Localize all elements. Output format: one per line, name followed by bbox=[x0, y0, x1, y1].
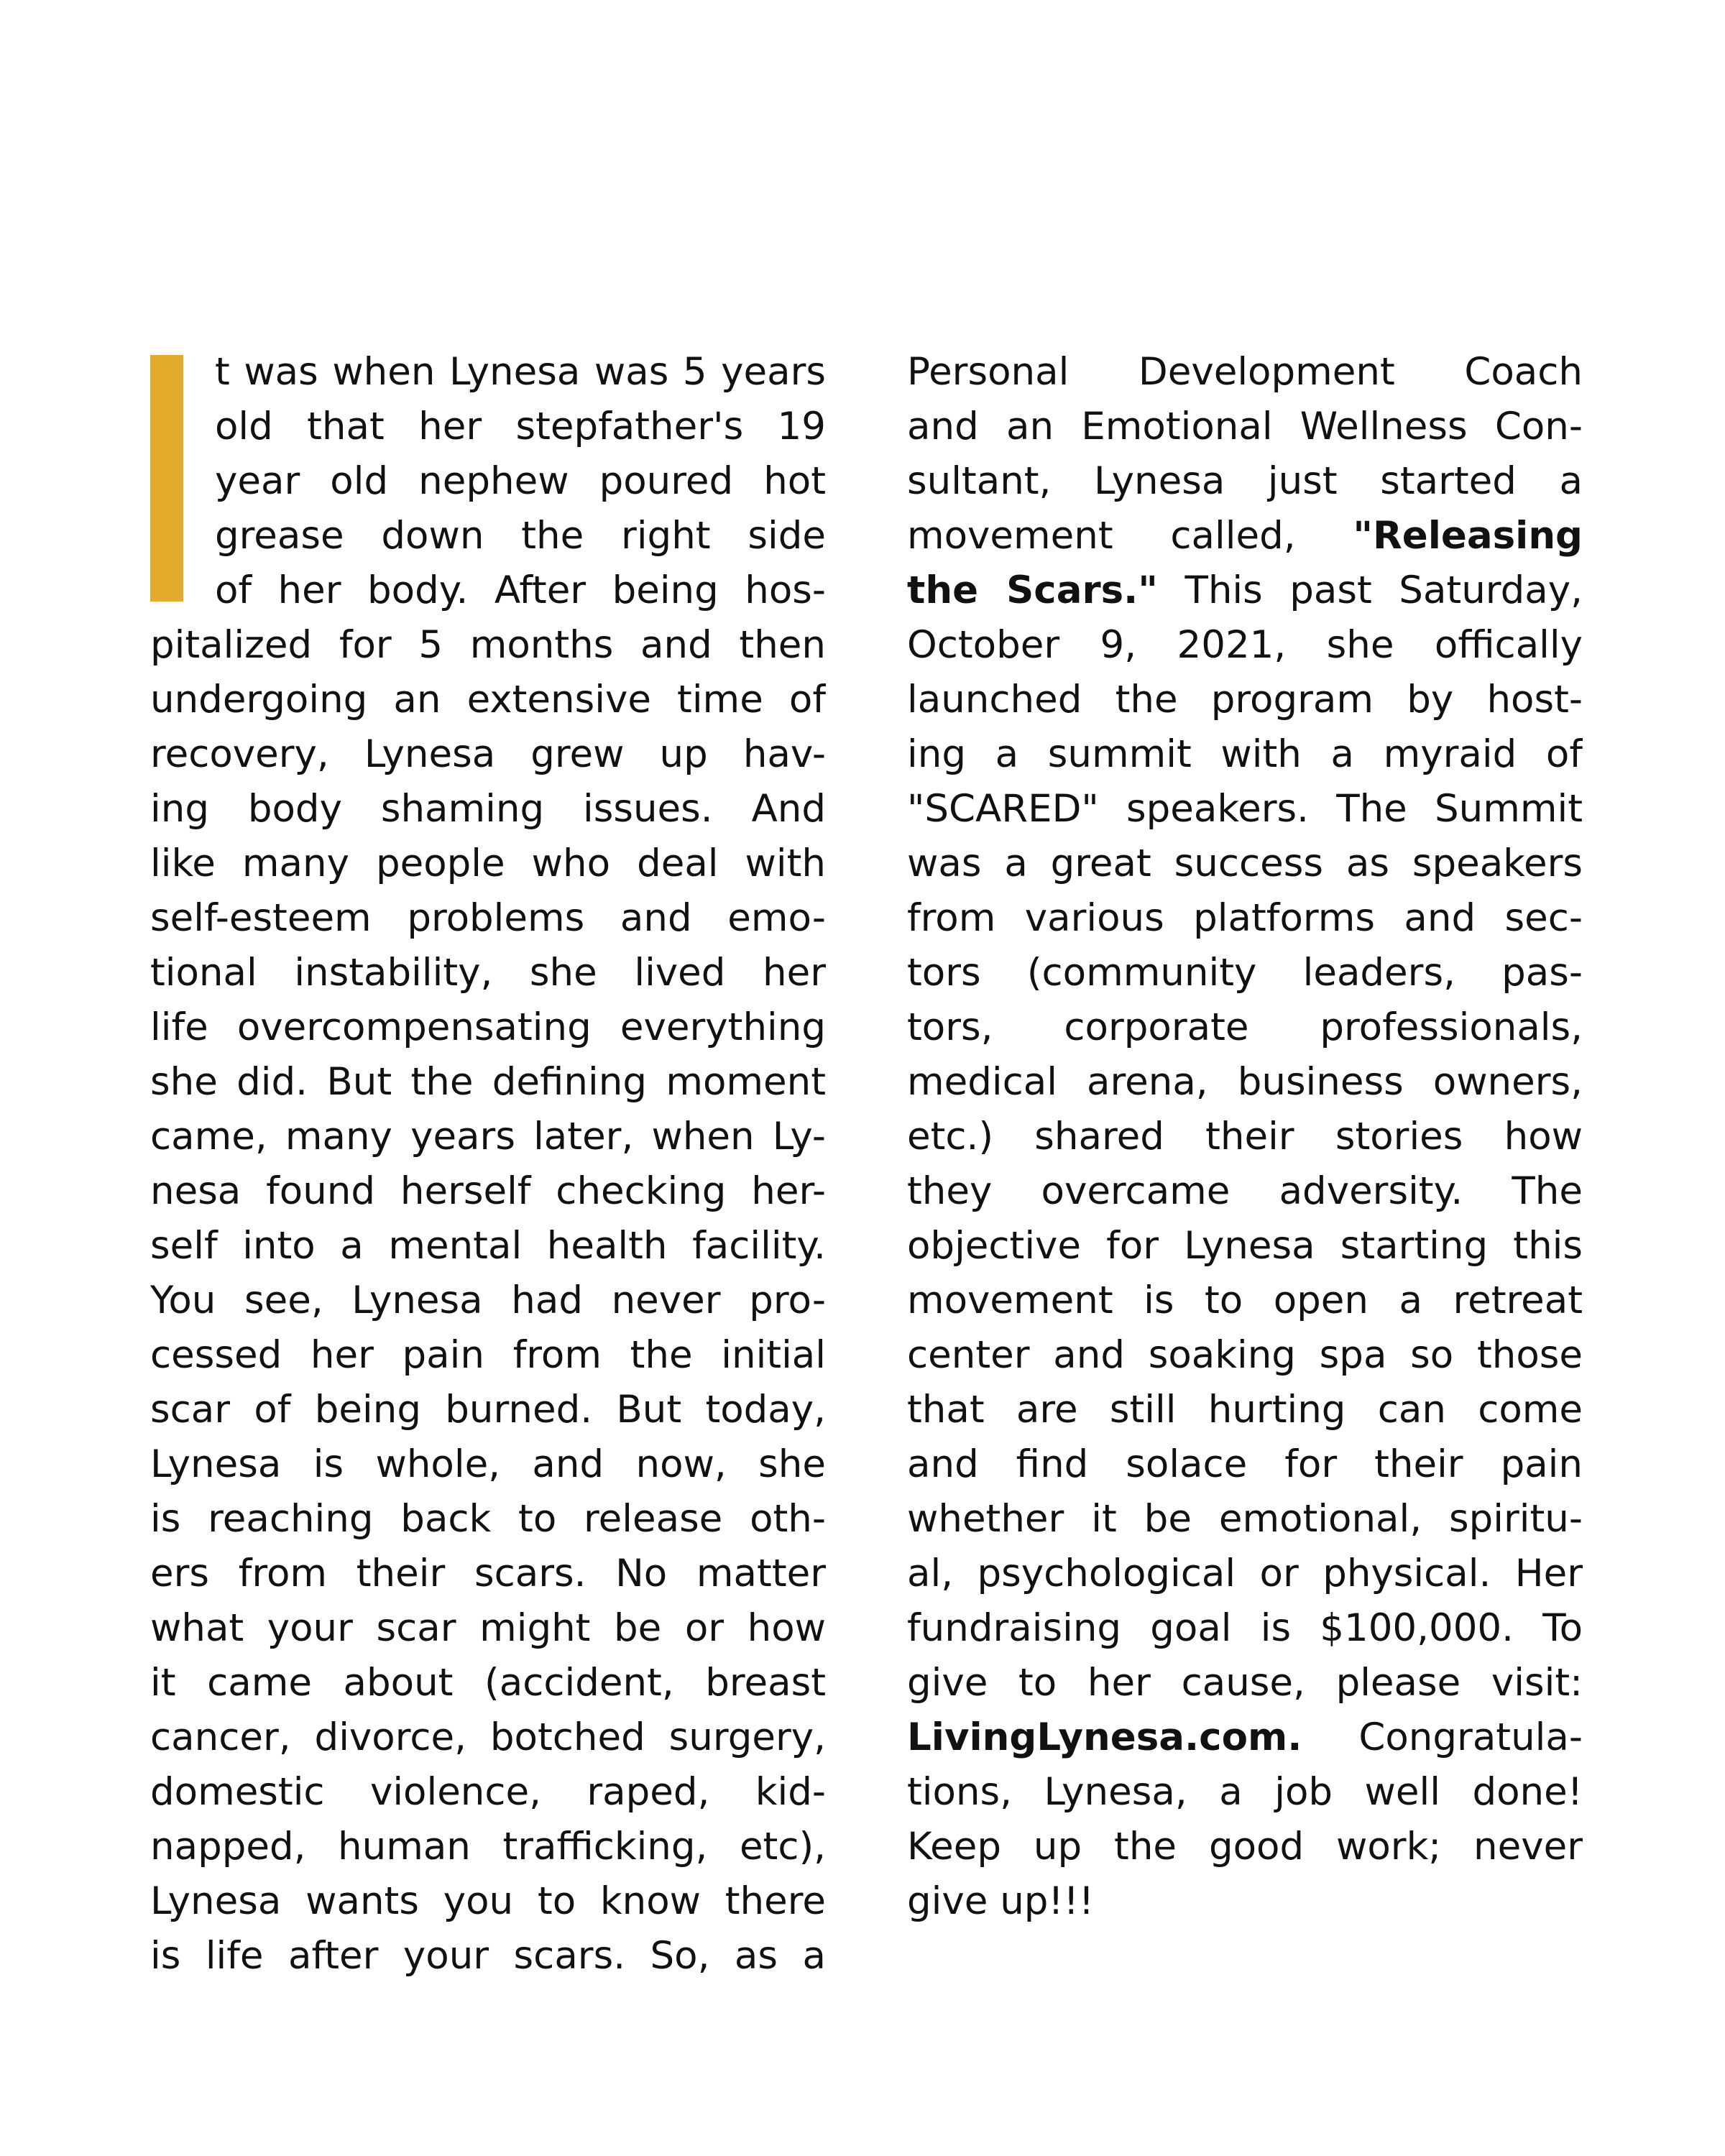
text-line: Lynesa is whole, and now, she bbox=[150, 1442, 826, 1486]
text-line: Keep up the good work; never bbox=[907, 1825, 1583, 1869]
text-line: medical arena, business owners, bbox=[907, 1060, 1583, 1104]
text-line: grease down the right side bbox=[215, 514, 826, 558]
text-line bbox=[907, 563, 1583, 618]
text-line: tional instability, she lived her bbox=[150, 951, 826, 995]
text-line: tions, Lynesa, a job well done! bbox=[907, 1770, 1583, 1814]
text-line: is life after your scars. So, as a bbox=[150, 1934, 826, 1978]
text-line: October 9, 2021, she offically bbox=[907, 623, 1583, 667]
text-line: tors, corporate professionals, bbox=[907, 1005, 1583, 1049]
text-line: life overcompensating everything bbox=[150, 1005, 826, 1049]
text-line: cessed her pain from the initial bbox=[150, 1333, 826, 1377]
text-line: she did. But the defining moment bbox=[150, 1060, 826, 1104]
program-name-bold: "Releasing bbox=[1353, 514, 1583, 558]
text-line: self into a mental health facility. bbox=[150, 1224, 826, 1268]
text-line: tors (community leaders, pas- bbox=[907, 951, 1583, 995]
text-line: is reaching back to release oth- bbox=[150, 1497, 826, 1541]
text-line: cancer, divorce, botched surgery, bbox=[150, 1715, 826, 1759]
text-line: old that her stepfather's 19 bbox=[215, 405, 826, 448]
text-line: what your scar might be or how bbox=[150, 1606, 826, 1650]
text-line: like many people who deal with bbox=[150, 842, 826, 885]
text-line: fundraising goal is $100,000. To bbox=[907, 1606, 1583, 1650]
right-column bbox=[907, 345, 1583, 1929]
left-column bbox=[150, 345, 826, 1984]
text-line: napped, human trafficking, etc), bbox=[150, 1825, 826, 1869]
text-line: nesa found herself checking her- bbox=[150, 1169, 826, 1213]
text-line: domestic violence, raped, kid- bbox=[150, 1770, 826, 1814]
text-segment: Congratula- bbox=[1358, 1715, 1583, 1759]
text-line: give up!!! bbox=[907, 1879, 1095, 1923]
text-line: it came about (accident, breast bbox=[150, 1661, 826, 1705]
text-line: ing a summit with a myraid of bbox=[907, 732, 1583, 776]
text-line: pitalized for 5 months and then bbox=[150, 623, 826, 667]
drop-cap-bar bbox=[150, 355, 183, 602]
website-link[interactable]: LivingLynesa.com. bbox=[907, 1715, 1302, 1759]
text-line: came, many years later, when Ly- bbox=[150, 1115, 826, 1158]
program-name-bold: the Scars." bbox=[907, 568, 1158, 612]
text-line: whether it be emotional, spiritu- bbox=[907, 1497, 1583, 1541]
text-line: "SCARED" speakers. The Summit bbox=[907, 787, 1583, 831]
text-line: self-esteem problems and emo- bbox=[150, 896, 826, 940]
text-line: and find solace for their pain bbox=[907, 1442, 1583, 1486]
text-line: give to her cause, please visit: bbox=[907, 1661, 1583, 1705]
text-line: ing body shaming issues. And bbox=[150, 787, 826, 831]
text-line: year old nephew poured hot bbox=[215, 459, 826, 503]
text-line: center and soaking spa so those bbox=[907, 1333, 1583, 1377]
text-line bbox=[907, 1710, 1583, 1765]
text-line: Lynesa wants you to know there bbox=[150, 1879, 826, 1923]
text-segment: This past Saturday, bbox=[1184, 568, 1583, 612]
text-line: that are still hurting can come bbox=[907, 1388, 1583, 1432]
text-line: was a great success as speakers bbox=[907, 842, 1583, 885]
text-line: and an Emotional Wellness Con- bbox=[907, 405, 1583, 448]
text-line: ers from their scars. No matter bbox=[150, 1552, 826, 1595]
text-line: of her body. After being hos- bbox=[215, 568, 826, 612]
text-line: etc.) shared their stories how bbox=[907, 1115, 1583, 1158]
text-line: objective for Lynesa starting this bbox=[907, 1224, 1583, 1268]
text-segment: movement called, bbox=[907, 514, 1296, 558]
text-line: You see, Lynesa had never pro- bbox=[150, 1279, 826, 1322]
text-line: Personal Development Coach bbox=[907, 350, 1583, 394]
text-line: they overcame adversity. The bbox=[907, 1169, 1583, 1213]
text-line: recovery, Lynesa grew up hav- bbox=[150, 732, 826, 776]
text-line: launched the program by host- bbox=[907, 678, 1583, 722]
text-line bbox=[907, 509, 1583, 563]
text-line: scar of being burned. But today, bbox=[150, 1388, 826, 1432]
text-line: sultant, Lynesa just started a bbox=[907, 459, 1583, 503]
text-line: from various platforms and sec- bbox=[907, 896, 1583, 940]
text-line: movement is to open a retreat bbox=[907, 1279, 1583, 1322]
text-line: al, psychological or physical. Her bbox=[907, 1552, 1583, 1595]
text-line: undergoing an extensive time of bbox=[150, 678, 826, 722]
text-line: t was when Lynesa was 5 years bbox=[215, 350, 826, 394]
